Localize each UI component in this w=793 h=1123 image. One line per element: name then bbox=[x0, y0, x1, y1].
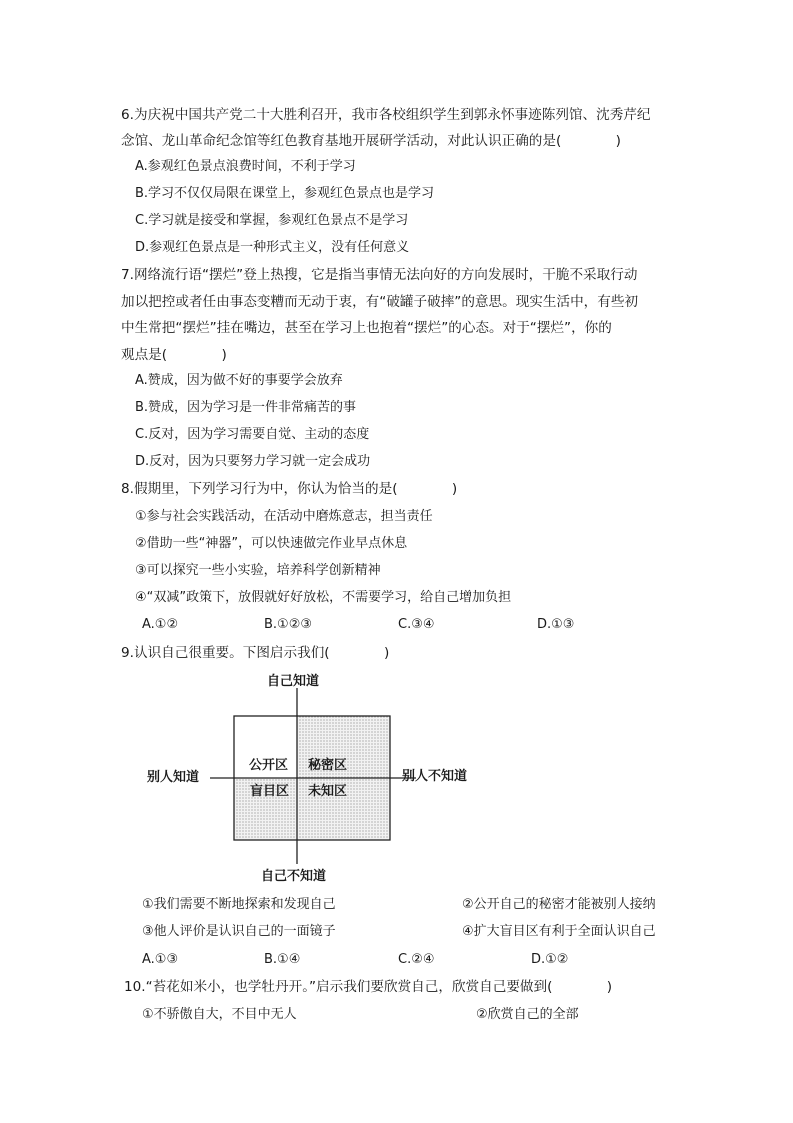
label-blind-area: 盲目区 bbox=[250, 784, 290, 799]
q10-stem: 10.“苔花如米小，也学牡丹开。”启示我们要欣赏自己，欣赏自己要做到( ) bbox=[124, 979, 613, 995]
label-open-area: 公开区 bbox=[249, 758, 289, 773]
q6-stem-line1: 6.为庆祝中国共产党二十大胜利召开，我市各校组织学生到郭永怀事迹陈列馆、沈秀芹纪 bbox=[121, 107, 651, 123]
q9-item-3: ③他人评价是认识自己的一面镜子 bbox=[142, 924, 336, 939]
label-self-known: 自己知道 bbox=[267, 674, 320, 689]
q9-item-1: ①我们需要不断地探索和发现自己 bbox=[142, 897, 336, 912]
q7-option-c: C.反对，因为学习需要自觉、主动的态度 bbox=[135, 427, 370, 442]
q10-item-1: ①不骄傲自大，不目中无人 bbox=[142, 1007, 297, 1022]
q6-option-d: D.参观红色景点是一种形式主义，没有任何意义 bbox=[135, 240, 410, 255]
johari-window-diagram bbox=[140, 668, 490, 890]
q10-item-2: ②欣赏自己的全部 bbox=[476, 1007, 579, 1022]
label-secret-area: 秘密区 bbox=[308, 758, 348, 773]
q8-stem: 8.假期里，下列学习行为中，你认为恰当的是( ) bbox=[121, 481, 458, 497]
q8-item-2: ②借助一些“神器”，可以快速做完作业早点休息 bbox=[135, 536, 408, 551]
q6-option-c: C.学习就是接受和掌握，参观红色景点不是学习 bbox=[135, 213, 409, 228]
q7-stem-line1: 7.网络流行语“摆烂”登上热搜，它是指当事情无法向好的方向发展时，干脆不采取行动 bbox=[121, 267, 638, 283]
label-unknown-area: 未知区 bbox=[308, 784, 348, 799]
q6-option-b: B.学习不仅仅局限在课堂上，参观红色景点也是学习 bbox=[135, 186, 435, 201]
q7-option-d: D.反对，因为只要努力学习就一定会成功 bbox=[135, 454, 371, 469]
q8-choice-d: D.①③ bbox=[537, 617, 575, 632]
q8-item-3: ③可以探究一些小实验，培养科学创新精神 bbox=[135, 563, 381, 578]
q9-choice-c: C.②④ bbox=[398, 952, 435, 967]
q7-option-a: A.赞成，因为做不好的事要学会放弃 bbox=[135, 373, 343, 388]
q8-choice-a: A.①② bbox=[142, 617, 179, 632]
q9-item-4: ④扩大盲目区有利于全面认识自己 bbox=[462, 924, 656, 939]
q9-stem: 9.认识自己很重要。下图启示我们( ) bbox=[121, 645, 390, 661]
q9-choice-a: A.①③ bbox=[142, 952, 179, 967]
label-self-unknown: 自己不知道 bbox=[261, 869, 327, 884]
label-others-unknown: 别人不知道 bbox=[402, 769, 468, 784]
q6-stem-line2: 念馆、龙山革命纪念馆等红色教育基地开展研学活动，对此认识正确的是( ) bbox=[121, 133, 621, 149]
q6-option-a: A.参观红色景点浪费时间，不利于学习 bbox=[135, 159, 356, 174]
q8-item-4: ④“双减”政策下，放假就好好放松，不需要学习，给自己增加负担 bbox=[135, 590, 512, 605]
q7-option-b: B.赞成，因为学习是一件非常痛苦的事 bbox=[135, 400, 357, 415]
q8-choice-c: C.③④ bbox=[398, 617, 435, 632]
label-others-known: 别人知道 bbox=[147, 770, 200, 785]
q8-choice-b: B.①②③ bbox=[264, 617, 313, 632]
q7-stem-line2: 加以把控或者任由事态变糟而无动于衷，有“破罐子破摔”的意思。现实生活中，有些初 bbox=[121, 294, 639, 310]
q8-item-1: ①参与社会实践活动，在活动中磨炼意志，担当责任 bbox=[135, 509, 433, 524]
q9-choice-b: B.①④ bbox=[264, 952, 301, 967]
q7-stem-line4: 观点是( ) bbox=[121, 347, 227, 363]
q9-choice-d: D.①② bbox=[531, 952, 569, 967]
q9-item-2: ②公开自己的秘密才能被别人接纳 bbox=[462, 897, 656, 912]
q7-stem-line3: 中生常把“摆烂”挂在嘴边，甚至在学习上也抱着“摆烂”的心态。对于“摆烂”，你的 bbox=[121, 320, 612, 336]
